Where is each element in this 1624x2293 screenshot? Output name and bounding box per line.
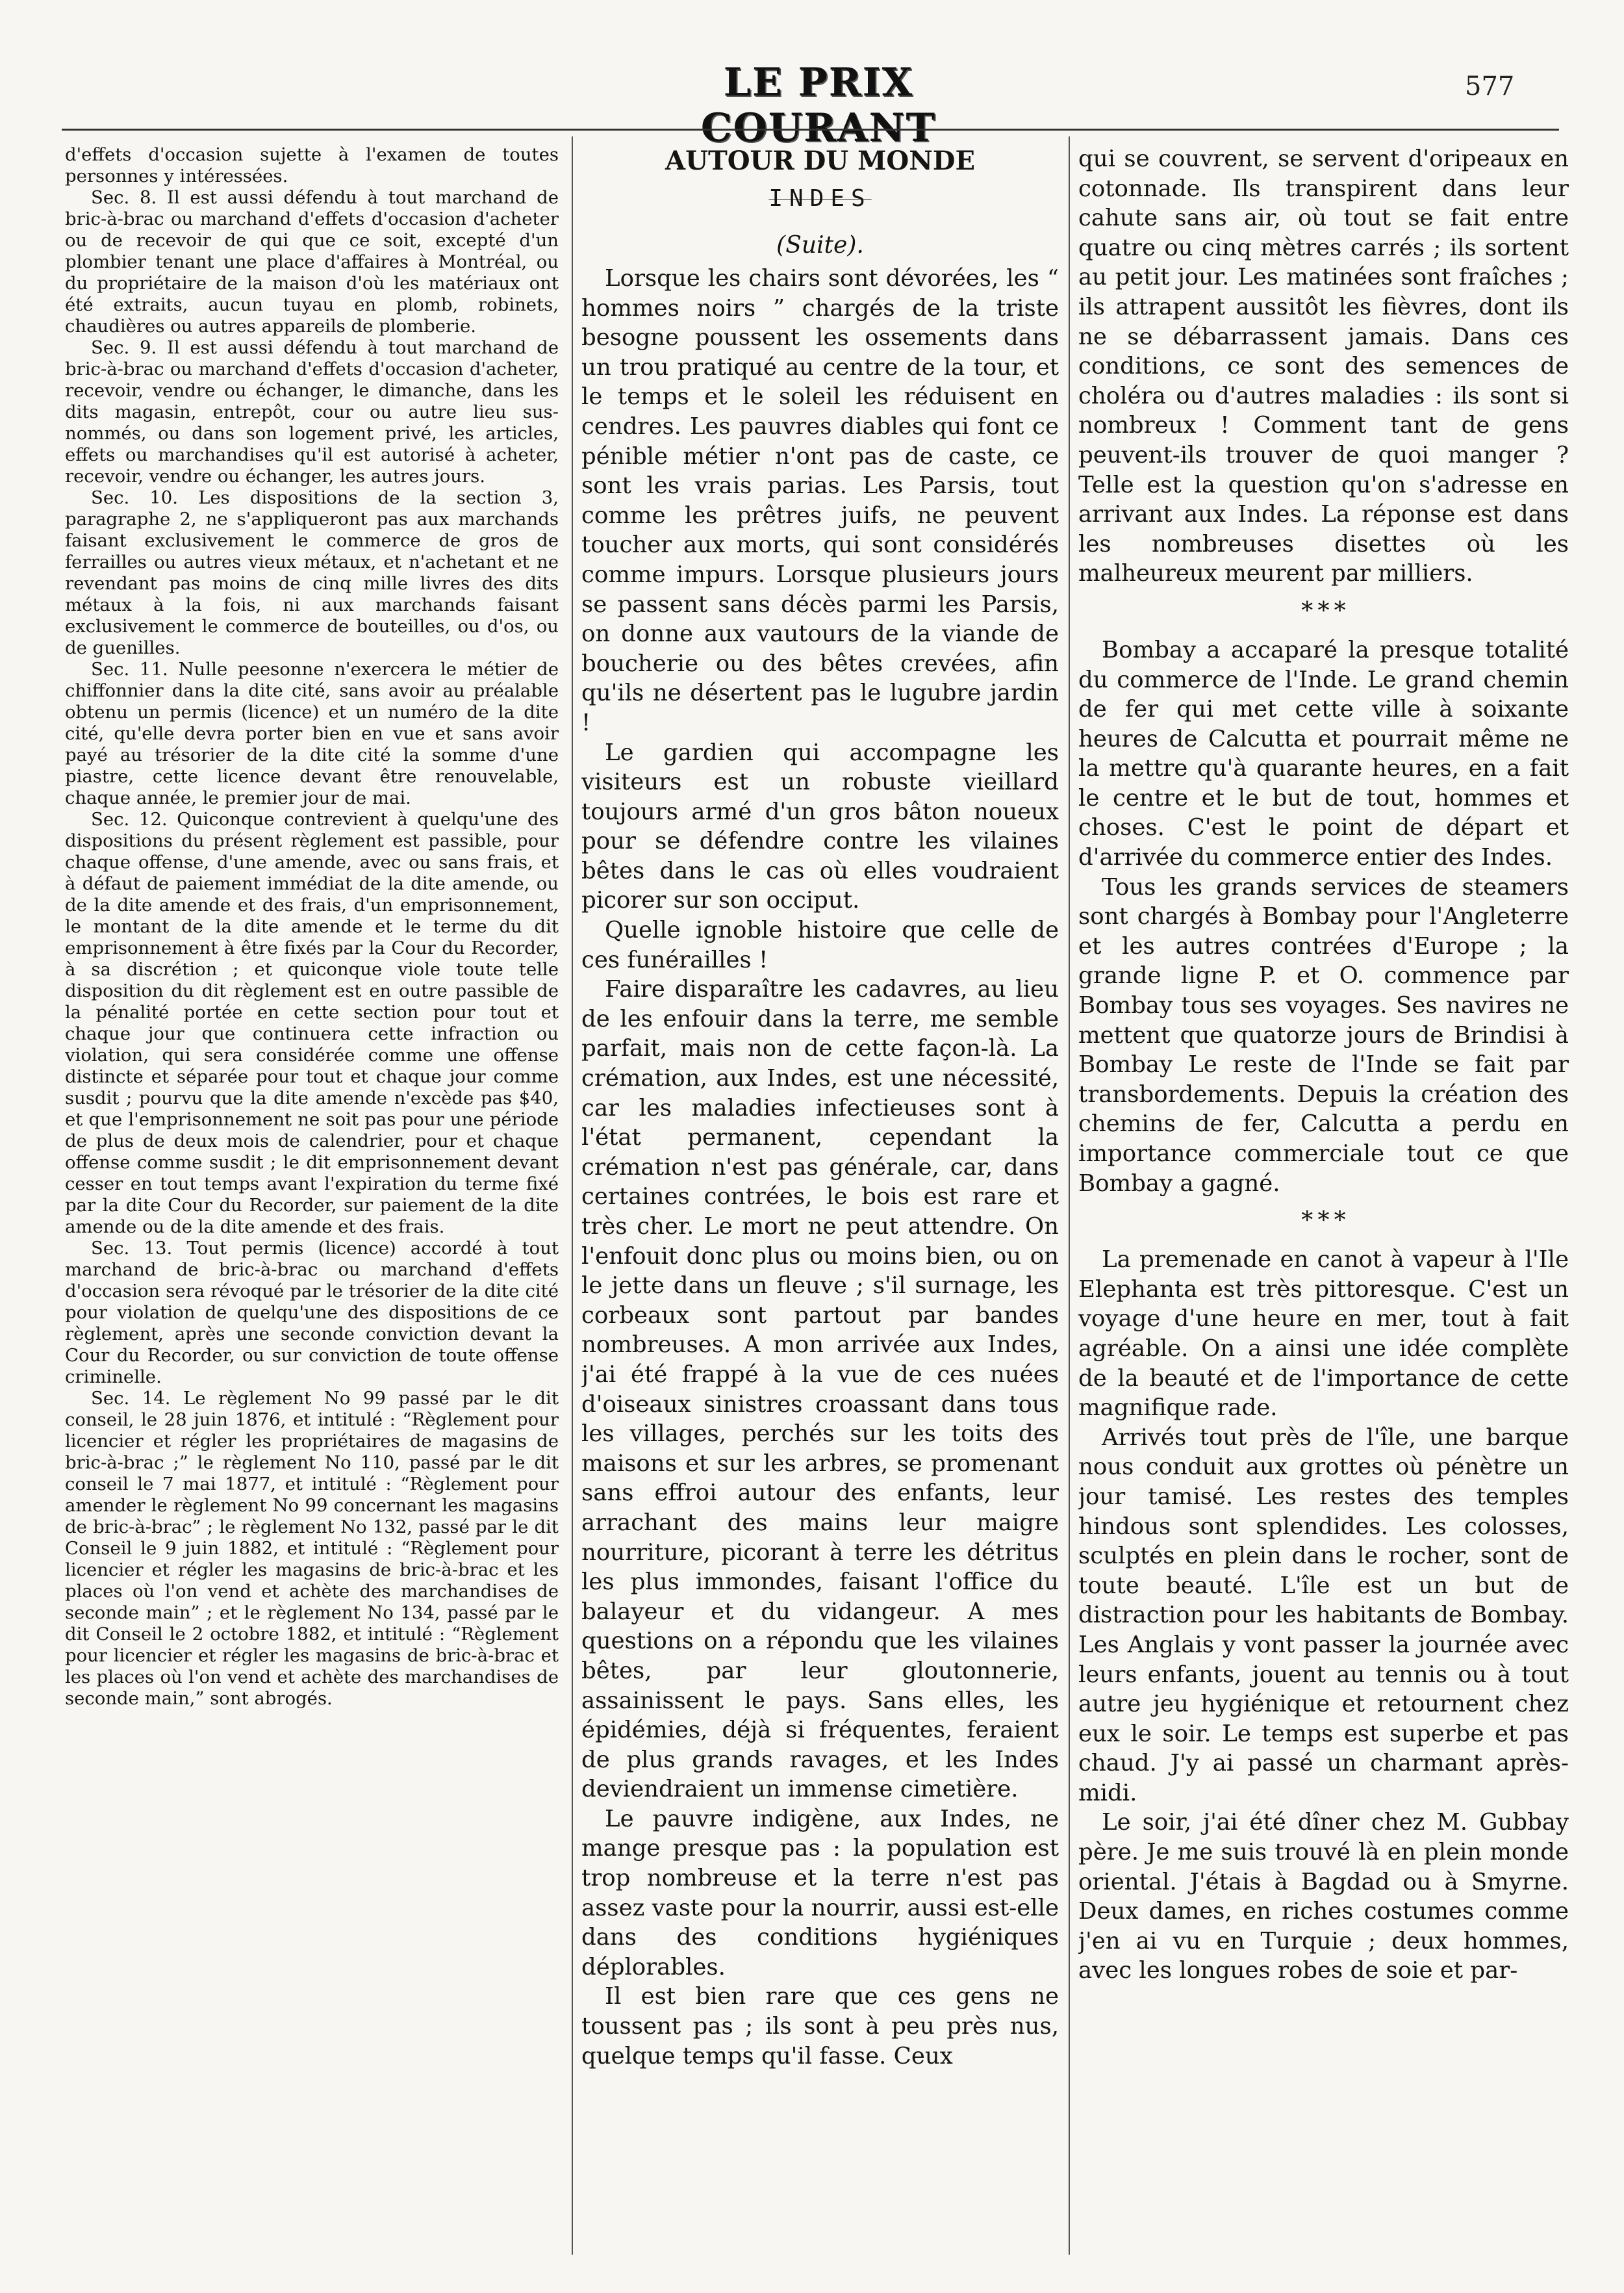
article-paragraph: Bombay a accaparé la presque totalité du commerce de l'Inde. Le grand chemin de fer qui met cette ville à soixante heures de Calcutta et pourrait même ne la mettre qu'à quarante heures, en a fait le centre et le but de tout, hommes et choses. C'est le point de départ et d'arrivée du commerce entier des Indes. [1078,636,1569,871]
column-rule-1 [572,136,573,2255]
section-break-asterism: * * * [1301,597,1346,624]
header-rule [62,129,1559,131]
bylaw-paragraph: d'effets d'occasion sujette à l'examen de toutes personnes y intéressées. [65,144,559,186]
article-paragraph: Il est bien rare que ces gens ne toussent pas ; ils sont à peu près nus, quelque temps qu'il fasse. Ceux [581,1983,1059,2069]
masthead-logo: LE PRIX COURANT [700,60,937,151]
article-continuation: qui se couvrent, se servent d'oripeaux en cotonnade. Ils transpirent dans leur cahute sans air, où tout se fait entre quatre ou cinq mètres carrés ; ils sortent au petit jour. Les matinées sont fraîches ; ils attrapent aussitôt les fièvres, dont ils ne se débarrassent jamais. Dans ces conditions, ce sont des semences de choléra ou d'autres maladies : ils sont si nombreux ! Comment tant de gens peuvent-ils trouver de quoi manger ? Telle est la question qu'on s'adresse en arrivant aux Indes. La réponse est dans les nombreuses disettes où les malheureux meurent par milliers. [1078,146,1569,587]
bylaw-section-14: Sec. 14. Le règlement No 99 passé par le dit conseil, le 28 juin 1876, et intitulé : “Règlement pour licencier et régler les propriétaires de magasins de bric-à-brac ;” le règlement No 110, passé par le dit conseil le 7 mai 1877, et intitulé : “Règlement pour amender le règlement No 99 concernant les magasins de bric-à-brac” ; le règlement No 132, passé par le dit Conseil le 9 juin 1882, et intitulé : “Règlement pour licencier et régler les magasins de bric-à-brac et les places où l'on vend et achète des marchandises de seconde main” ; et le règlement No 134, passé par le dit Conseil le 2 octobre 1882, et intitulé : “Règlement pour licencier et régler les magasins de bric-à-brac et les places où l'on vend et achète des marchandises de seconde main,” sont abrogés. [65,1388,559,1709]
article-paragraph: Lorsque les chairs sont dévorées, les “ hommes noirs ” chargés de la triste besogne poussent les ossements dans un trou pratiqué au centre de la tour, et le temps et le soleil les réduisent en cendres. Les pauvres diables qui font ce pénible métier n'ont pas de caste, ce sont les vrais parias. Les Parsis, tout comme les prêtres juifs, ne peuvent toucher aux morts, qui sont considérés comme impurs. Lorsque plusieurs jours se passent sans décès parmi les Parsis, on donne aux vautours de la viande de boucherie ou des bêtes crevées, afin qu'ils ne désertent pas le lugubre jardin ! [581,265,1059,736]
bylaw-section-9: Sec. 9. Il est aussi défendu à tout marchand de bric-à-brac ou marchand d'effets d'occasion d'acheter, recevoir, vendre ou échanger, le dimanche, dans les dits magasin, entrepôt, cour ou autre lieu sus-nommés, ou dans son logement privé, les articles, effets ou marchandises qu'il est autorisé à acheter, recevoir, vendre ou échanger, les autres jours. [65,337,559,487]
article-paragraph: Quelle ignoble histoire que celle de ces funérailles ! [581,917,1059,973]
left-column-bylaw [65,144,559,2256]
article-paragraph: Tous les grands services de steamers sont chargés à Bombay pour l'Angleterre et les autres contrées d'Europe ; la grande ligne P. et O. commence par Bombay tous ses voyages. Ses navires ne mettent que quatorze jours de Brindisi à Bombay Le reste de l'Inde se fait par transbordements. Depuis la création des chemins de fer, Calcutta a perdu en importance commerciale tout ce que Bombay a gagné. [1078,873,1569,1197]
bylaw-section-13: Sec. 13. Tout permis (licence) accordé à tout marchand de bric-à-brac ou marchand d'effets d'occasion sera révoqué par le trésorier de la dite cité pour violation de quelqu'une des dispositions de ce règlement, après une seconde conviction devant la Cour du Recorder, ou sur conviction de toute offense criminelle. [65,1238,559,1387]
column-rule-2 [1069,136,1070,2255]
right-column-article [1078,144,1569,2256]
article-suite-label: (Suite). [776,232,864,259]
article-paragraph: Faire disparaître les cadavres, au lieu de les enfouir dans la terre, me semble parfait, mais non de cette façon-là. La crémation, aux Indes, est une nécessité, car les maladies infectieuses sont à l'état permanent, cependant la crémation n'est pas générale, car, dans certaines contrées, le bois est rare et très cher. Le mort ne peut attendre. On l'enfouit donc plus ou moins bien, ou on le jette dans un fleuve ; s'il surnage, les corbeaux sont partout par bandes nombreuses. A mon arrivée aux Indes, j'ai été frappé à la vue de ces nuées d'oiseaux sinistres croassant dans tous les villages, perchés sur les toits des maisons et sur les arbres, se promenant sans effroi autour des enfants, leur arrachant des mains leur maigre nourriture, picorant à terre les détritus les plus immondes, faisant l'office du balayeur et du vidangeur. A mes questions on a répondu que les vilaines bêtes, par leur gloutonnerie, assainissent le pays. Sans elles, les épidémies, déjà si fréquentes, feraient de plus grands ravages, et les Indes deviendraient un immense cimetière. [581,976,1059,1803]
article-paragraph: Le gardien qui accompagne les visiteurs est un robuste vieillard toujours armé d'un gros bâton noueux pour se défendre contre les vilaines bêtes dans le cas où elles voudraient picorer sur son occiput. [581,739,1059,914]
article-title: AUTOUR DU MONDE [665,146,975,176]
article-paragraph: Le soir, j'ai été dîner chez M. Gubbay père. Je me suis trouvé là en plein monde oriental. J'étais à Bagdad ou à Smyrne. Deux dames, en riches costumes comme j'en ai vu en Turquie ; deux hommes, avec les longues robes de soie et par- [1078,1809,1569,1984]
section-break-asterism: * * * [1301,1207,1346,1235]
bylaw-section-11: Sec. 11. Nulle peesonne n'exercera le métier de chiffonnier dans la dite cité, sans avoir au préalable obtenu un permis (licence) et un numéro de la dite cité, qu'elle devra porter bien en vue et sans avoir payé au trésorier de la dite cité la somme d'une piastre, cette licence devant être renouvelable, chaque année, le premier jour de mai. [65,659,559,808]
article-paragraph: Arrivés tout près de l'île, une barque nous conduit aux grottes où pénètre un jour tamisé. Les restes des temples hindous sont splendides. Les colosses, sculptés en plein dans le rocher, sont de toute beauté. L'île est un but de distraction pour les habitants de Bombay. Les Anglais y vont passer la journée avec leurs enfants, jouent au tennis ou à tout autre jeu hygiénique et retournent chez eux le soir. Le temps est superbe et pas chaud. J'y ai passé un charmant après-midi. [1078,1424,1569,1806]
article-paragraph: Le pauvre indigène, aux Indes, ne mange presque pas : la population est trop nombreuse et la terre n'est pas assez vaste pour la nourrir, aussi est-elle dans des conditions hygiéniques déplorables. [581,1805,1059,1980]
article-paragraph: La premenade en canot à vapeur à l'Ile Elephanta est très pittoresque. C'est un voyage d'une heure en mer, tout à fait agréable. On a ainsi une idée complète de la beauté et de l'importance de cette magnifique rade. [1078,1246,1569,1422]
bylaw-section-8: Sec. 8. Il est aussi défendu à tout marchand de bric-à-brac ou marchand d'effets d'occasion d'acheter ou de recevoir de qui que ce soit, excepté d'un plombier tenant une place d'affaires à Montréal, ou du propriétaire de la maison d'où les matériaux ont été extraits, aucun tuyau en plomb, robinets, chaudières ou autres appareils de plomberie. [65,187,559,337]
page-number: 577 [1465,71,1515,101]
article-subtitle: INDES [768,185,872,212]
bylaw-section-12: Sec. 12. Quiconque contrevient à quelqu'une des dispositions du présent règlement est passible, pour chaque offense, d'une amende, avec ou sans frais, et à défaut de paiement immédiat de la dite amende, ou de la dite amende et des frais, d'un emprisonnement, le montant de la dite amende et le terme du dit emprisonnement à être fixés par la Cour du Recorder, à sa discrétion ; et quiconque viole toute telle disposition du dit règlement est en outre passible de la pénalité portée en cette section pour tout et chaque jour que continuera cette infraction ou violation, qui sera considérée comme une offense distincte et séparée pour tout et chaque jour comme susdit ; pourvu que la dite amende n'excède pas $40, et que l'emprisonnement ne soit pas pour une période de plus de deux mois de calendrier, pour et chaque offense comme susdit ; le dit emprisonnement devant cesser en tout temps avant l'expiration du terme fixé par la dite Cour du Recorder, sur paiement de la dite amende ou de la dite amende et des frais. [65,809,559,1237]
middle-column-article [581,144,1059,2256]
bylaw-section-10: Sec. 10. Les dispositions de la section 3, paragraphe 2, ne s'appliqueront pas aux marchands faisant exclusivement le commerce de gros de ferrailles ou autres vieux métaux, et n'achetant et ne revendant pas moins de cinq mille livres des dits métaux à la fois, ni aux marchands faisant exclusivement le commerce de bouteilles, ou d'os, ou de guenilles. [65,487,559,658]
